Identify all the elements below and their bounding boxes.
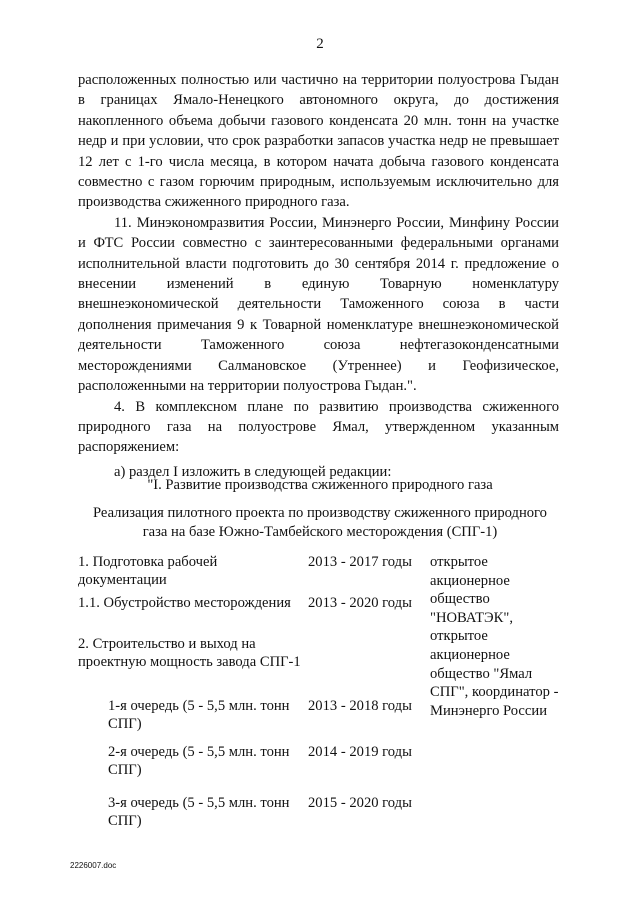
stage-2-queue-3-cell: 3-я очередь (5 - 5,5 млн. тонн СПГ) xyxy=(108,795,290,829)
stage-2-queue-2-cell: 2-я очередь (5 - 5,5 млн. тонн СПГ) xyxy=(108,744,290,778)
section-heading: "I. Развитие производства сжиженного природного газа xyxy=(147,477,493,493)
file-name-footer: 2226007.doc xyxy=(70,861,117,870)
paragraph-item-4: 4. В комплексном плане по развитию производства сжиженного природного газа на полуострове Ямал, утвержденном указанным распоряжением: xyxy=(78,398,559,456)
paragraph-item-11: 11. Минэкономразвития России, Минэнерго России, Минфину России и ФТС России совместно с заинтересованными федеральными органами исполнительной власти подготовить до 30 сентября 2014 г. предложение о внесении изменений в единую Товарную номенклатуру внешнеэкономической деятельности Таможенного союза в части дополнения примечания 9 к Товарной номенклатуре внешнеэкономической деятельности Таможенного союза нефтегазоконденсатными месторождениями Салмановское (Утреннее) и Геофизическое, расположенными на территории полуострова Гыдан.". xyxy=(78,214,559,395)
period-queue-2-cell: 2014 - 2019 годы xyxy=(308,744,412,760)
body-text xyxy=(78,70,559,482)
period-queue-1-cell: 2013 - 2018 годы xyxy=(308,698,412,714)
stage-2-queue-1-cell: 1-я очередь (5 - 5,5 млн. тонн СПГ) xyxy=(108,698,290,732)
stage-1-cell: 1. Подготовка рабочей документации xyxy=(78,554,218,588)
project-title: Реализация пилотного проекта по производству сжиженного природного газа на базе Южно-Тамбейского месторождения (СПГ-1) xyxy=(93,505,547,540)
stage-1-1-cell: 1.1. Обустройство месторождения xyxy=(78,595,291,611)
period-queue-3-cell: 2015 - 2020 годы xyxy=(308,795,412,811)
stage-2-cell: 2. Строительство и выход на проектную мощность завода СПГ-1 xyxy=(78,636,301,670)
period-1-cell: 2013 - 2017 годы xyxy=(308,554,412,570)
paragraph-continuation: расположенных полностью или частично на территории полуострова Гыдан в границах Ямало-Ненецкого автономного округа, до достижения накопленного объема добычи газового конденсата 20 млн. тонн на участке недр и при условии, что срок разработки запасов участка недр не превышает 12 лет с 1-го числа месяца, в котором начата добыча газового конденсата совместно с газом горючим природным, используемым исключительно для производства сжиженного природного газа. xyxy=(78,72,559,211)
executors-cell: открытое акционерное общество "НОВАТЭК", открытое акционерное общество "Ямал СПГ", координатор - Минэнерго России xyxy=(430,554,559,719)
page-number: 2 xyxy=(316,36,324,52)
paragraph-subitem-a: а) раздел I изложить в следующей редакции: xyxy=(114,463,392,480)
period-1-1-cell: 2013 - 2020 годы xyxy=(308,595,412,611)
